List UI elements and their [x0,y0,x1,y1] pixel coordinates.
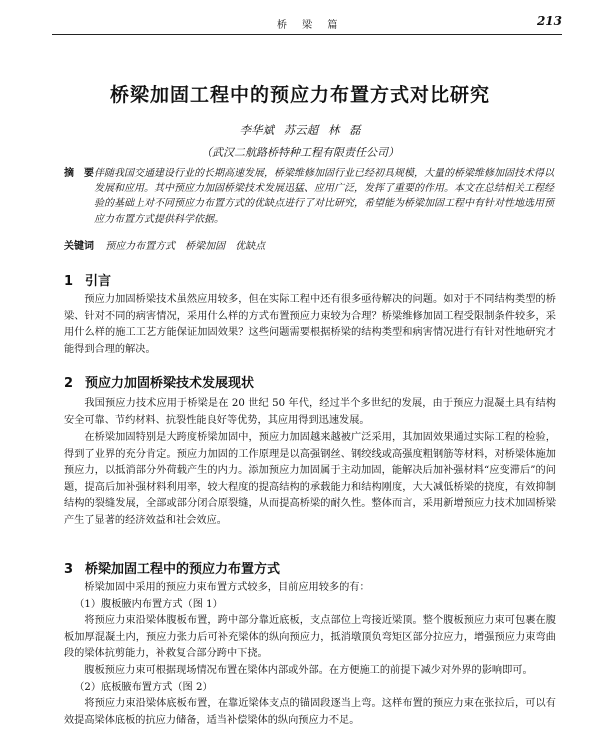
page-number: 213 [536,14,562,28]
abstract-label: 摘 要 [64,168,94,179]
section-title: 预应力加固桥梁技术发展现状 [85,376,255,391]
paragraph: 桥梁加固中采用的预应力束布置方式较多，目前应用较多的有： [84,582,370,593]
keywords-text: 预应力布置方式 桥梁加固 优缺点 [105,241,266,252]
section-heading-2 [64,372,254,391]
section-number: 1 [64,274,74,289]
abstract-text: 伴随我国交通建设行业的长期高速发展，桥梁维修加固行业已经初具规模，大量的桥梁维修加固技术得以发展和应用。其中预应力加固桥梁技术发展迅猛、应用广泛，发挥了重要的作用。本文在总结相关工程经验的基础上对不同预应力布置方式的优缺点进行了对比研究，希望能为桥梁加固工程中有针对性地选用预应力布置方式提供科学依据。 [94,168,554,225]
section-title: 引言 [85,274,112,289]
paper-title: 桥梁加固工程中的预应力布置方式对比研究 [109,84,490,106]
list-item-label: （2）底板腋布置方式（图 2） [74,682,213,693]
section-number: 3 [64,562,74,577]
keywords [64,237,554,252]
paragraph: 将预应力束沿梁体底板布置，在靠近梁体支点的锚固段逐当上弯。这样布置的预应力束在张拉后，可以有效提高梁体底板的抗应力储备，适当补偿梁体的纵向预应力不足。 [64,698,556,726]
section-number: 2 [64,376,74,391]
section-title: 桥梁加固工程中的预应力布置方式 [85,562,281,577]
section-heading-3 [64,558,280,577]
abstract [64,166,554,227]
affiliation: （武汉二航路桥特种工程有限责任公司） [201,146,399,159]
section-heading-1 [64,270,111,289]
paragraph: 预应力加固桥梁技术虽然应用较多，但在实际工程中还有很多亟待解决的问题。如对于不同结构类型的桥梁、针对不同的病害情况，采用什么样的方式布置预应力束较为合理？桥梁维修加固工程受限制条件较多，采用什么样的施工工艺方能保证加固效果？这些问题需要根据桥梁的结构类型和病害情况进行有针对性地研究才能得到合理的解决。 [64,294,556,355]
running-header [52,14,562,35]
authors: 李华斌 苏云超 林 磊 [239,123,361,137]
paragraph: 在桥梁加固特别是大跨度桥梁加固中，预应力加固越来越被广泛采用，其加固效果通过实际工程的检验，得到了业界的充分肯定。预应力加固的工作原理是以高强钢丝、钢绞线或高强度粗钢筋等材料，对桥梁体施加预应力，以抵消部分外荷载产生的内力。添加预应力加固属于主动加固，能解决后加补强材料“应变滞后”的问题，提高后加补强材料利用率，较大程度的提高结构的承载能力和结构刚度，大大减低桥梁的挠度，有效抑制结构的裂缝发展，全部或部分闭合原裂缝，从而提高桥梁的耐久性。整体而言，采用新增预应力技术加固桥梁产生了显著的经济效益和社会效应。 [64,432,556,526]
paragraph: 我国预应力技术应用于桥梁是在 20 世纪 50 年代，经过半个多世纪的发展，由于预应力混凝土具有结构安全可靠、节约材料、抗裂性能良好等优势，其应用得到迅速发展。 [64,398,556,426]
paragraph: 将预应力束沿梁体腹板布置，跨中部分靠近底板，支点部位上弯接近梁顶。整个腹板预应力束可包裹在腹板加厚混凝土内，预应力张力后可补充梁体的纵向预应力，抵消墩顶负弯矩区部分拉应力，增强预应力束弯曲段的梁体抗剪能力，补救复合部分跨中下挠。 [64,615,556,660]
list-item-label: （1）腹板腋内布置方式（图 1） [74,599,223,610]
keywords-label: 关键词 [64,241,94,252]
paragraph: 腹板预应力束可根据现场情况布置在梁体内部或外部。在方便施工的前提下减少对外界的影响即可。 [84,665,533,676]
journal-section-name: 桥 梁 篇 [277,20,344,31]
